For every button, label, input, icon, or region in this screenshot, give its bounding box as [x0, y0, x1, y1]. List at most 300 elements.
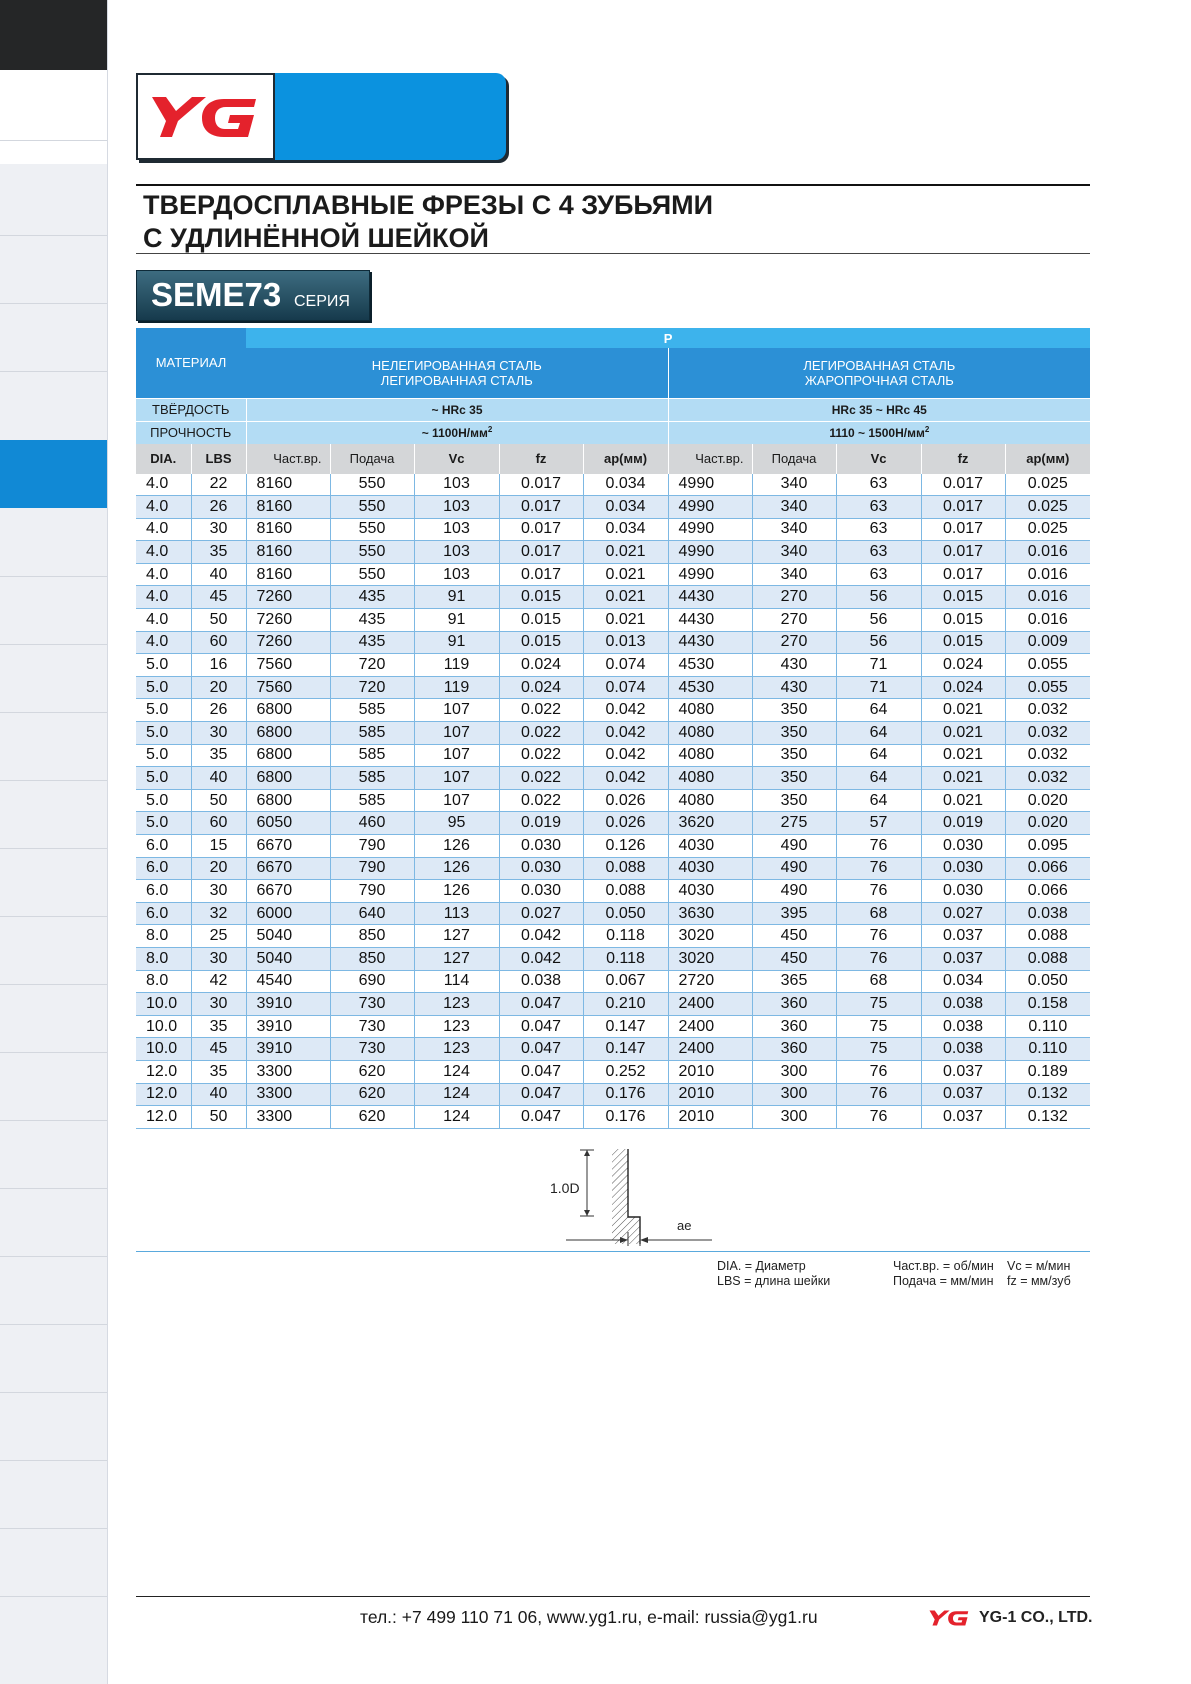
- table-cell: 0.024: [499, 654, 583, 677]
- diagram-depth-label: 1.0D: [550, 1180, 580, 1196]
- table-cell: 56: [836, 609, 921, 632]
- table-cell: 2010: [668, 1083, 752, 1106]
- table-cell: 270: [752, 586, 836, 609]
- table-cell: 10.0: [136, 993, 191, 1016]
- table-cell: 0.021: [583, 609, 668, 632]
- table-cell: 0.015: [921, 631, 1005, 654]
- table-cell: 720: [330, 676, 414, 699]
- table-cell: 300: [752, 1106, 836, 1129]
- table-cell: 50: [191, 609, 246, 632]
- table-cell: 0.015: [499, 586, 583, 609]
- table-cell: 0.034: [583, 474, 668, 496]
- table-cell: 71: [836, 654, 921, 677]
- table-cell: 4430: [668, 631, 752, 654]
- table-cell: 790: [330, 835, 414, 858]
- legend-entry: fz = мм/зуб: [1007, 1274, 1071, 1288]
- table-cell: 730: [330, 1038, 414, 1061]
- table-cell: 850: [330, 947, 414, 970]
- table-cell: 8160: [246, 496, 330, 519]
- table-row: [136, 789, 1090, 812]
- sidebar-active-tab[interactable]: [0, 440, 107, 508]
- table-cell: 720: [330, 654, 414, 677]
- table-row: [136, 496, 1090, 519]
- table-cell: 0.024: [921, 654, 1005, 677]
- table-cell: 640: [330, 902, 414, 925]
- table-cell: 4080: [668, 744, 752, 767]
- table-cell: 5.0: [136, 744, 191, 767]
- table-cell: 730: [330, 993, 414, 1016]
- sidebar-divider: [0, 1392, 107, 1393]
- table-cell: 850: [330, 925, 414, 948]
- table-cell: 4430: [668, 586, 752, 609]
- sidebar-divider: [0, 1188, 107, 1189]
- table-cell: 430: [752, 654, 836, 677]
- cutting-depth-diagram-icon: [540, 1142, 740, 1252]
- table-cell: 0.017: [499, 474, 583, 496]
- table-cell: 71: [836, 676, 921, 699]
- table-cell: 45: [191, 586, 246, 609]
- table-cell: 0.013: [583, 631, 668, 654]
- sidebar-divider: [0, 1528, 107, 1529]
- table-cell: 91: [414, 586, 499, 609]
- table-cell: 0.015: [921, 609, 1005, 632]
- table-cell: 0.038: [921, 1038, 1005, 1061]
- table-cell: 3910: [246, 1015, 330, 1038]
- table-cell: 4.0: [136, 474, 191, 496]
- table-cell: 0.132: [1005, 1083, 1090, 1106]
- table-cell: 12.0: [136, 1060, 191, 1083]
- column-header: Vc: [836, 444, 921, 474]
- table-cell: 76: [836, 880, 921, 903]
- table-cell: 0.021: [921, 699, 1005, 722]
- table-cell: 0.189: [1005, 1060, 1090, 1083]
- table-cell: 490: [752, 857, 836, 880]
- sidebar-divider: [0, 576, 107, 577]
- yg-footer-logo-icon: [928, 1609, 972, 1627]
- table-cell: 0.017: [921, 563, 1005, 586]
- table-cell: 107: [414, 722, 499, 745]
- table-row: [136, 970, 1090, 993]
- table-cell: 0.176: [583, 1106, 668, 1129]
- table-cell: 76: [836, 1083, 921, 1106]
- title-rule: [136, 184, 1090, 186]
- table-cell: 0.027: [499, 902, 583, 925]
- sidebar-divider: [0, 303, 107, 304]
- table-cell: 0.047: [499, 1060, 583, 1083]
- hardness-label: ТВЁРДОСТЬ: [136, 398, 246, 421]
- table-cell: 0.017: [499, 563, 583, 586]
- table-cell: 103: [414, 563, 499, 586]
- table-cell: 30: [191, 993, 246, 1016]
- table-cell: 585: [330, 722, 414, 745]
- legend-entry: LBS = длина шейки: [717, 1274, 831, 1288]
- table-cell: 360: [752, 1015, 836, 1038]
- table-cell: 3910: [246, 1038, 330, 1061]
- table-cell: 0.037: [921, 947, 1005, 970]
- table-cell: 275: [752, 812, 836, 835]
- table-cell: 0.026: [583, 812, 668, 835]
- table-row: [136, 880, 1090, 903]
- table-cell: 0.055: [1005, 676, 1090, 699]
- table-cell: 107: [414, 789, 499, 812]
- table-cell: 68: [836, 970, 921, 993]
- table-cell: 4.0: [136, 609, 191, 632]
- table-row: [136, 857, 1090, 880]
- table-cell: 124: [414, 1060, 499, 1083]
- table-cell: 25: [191, 925, 246, 948]
- table-cell: 435: [330, 631, 414, 654]
- table-cell: 63: [836, 496, 921, 519]
- table-cell: 790: [330, 857, 414, 880]
- table-cell: 0.027: [921, 902, 1005, 925]
- table-cell: 45: [191, 1038, 246, 1061]
- table-cell: 0.022: [499, 699, 583, 722]
- table-cell: 2720: [668, 970, 752, 993]
- table-cell: 340: [752, 518, 836, 541]
- table-cell: 12.0: [136, 1106, 191, 1129]
- material-group-label: P: [246, 328, 1090, 348]
- table-cell: 0.047: [499, 1015, 583, 1038]
- table-cell: 550: [330, 496, 414, 519]
- table-cell: 75: [836, 1038, 921, 1061]
- table-row: [136, 1015, 1090, 1038]
- column-header: ap(мм): [1005, 444, 1090, 474]
- sidebar-divider: [0, 984, 107, 985]
- group1-hardness: ~ HRc 35: [246, 398, 668, 421]
- sidebar-divider: [0, 1256, 107, 1257]
- table-cell: 0.022: [499, 722, 583, 745]
- table-cell: 8160: [246, 563, 330, 586]
- table-cell: 4540: [246, 970, 330, 993]
- table-cell: 490: [752, 835, 836, 858]
- table-cell: 585: [330, 789, 414, 812]
- column-header: fz: [921, 444, 1005, 474]
- table-cell: 0.019: [499, 812, 583, 835]
- table-cell: 0.032: [1005, 722, 1090, 745]
- side-navigation: [0, 0, 108, 1684]
- table-cell: 126: [414, 880, 499, 903]
- strength-label: ПРОЧНОСТЬ: [136, 421, 246, 444]
- table-cell: 0.050: [1005, 970, 1090, 993]
- table-cell: 0.017: [499, 496, 583, 519]
- table-row: [136, 654, 1090, 677]
- title-line: ТВЕРДОСПЛАВНЫЕ ФРЕЗЫ С 4 ЗУБЬЯМИ: [143, 190, 714, 220]
- column-header: Подача: [752, 444, 836, 474]
- table-row: [136, 925, 1090, 948]
- table-cell: 0.038: [499, 970, 583, 993]
- table-cell: 64: [836, 722, 921, 745]
- footer-company: YG-1 CO., LTD.: [979, 1609, 1093, 1626]
- table-cell: 0.032: [1005, 699, 1090, 722]
- table-cell: 8.0: [136, 970, 191, 993]
- table-cell: 3910: [246, 993, 330, 1016]
- table-cell: 0.034: [921, 970, 1005, 993]
- table-cell: 30: [191, 947, 246, 970]
- series-badge: [136, 270, 370, 321]
- table-cell: 0.017: [921, 518, 1005, 541]
- table-cell: 76: [836, 1060, 921, 1083]
- table-cell: 0.088: [1005, 947, 1090, 970]
- material-label: МАТЕРИАЛ: [136, 328, 246, 398]
- table-cell: 0.047: [499, 1083, 583, 1106]
- table-cell: 0.019: [921, 812, 1005, 835]
- table-cell: 5.0: [136, 722, 191, 745]
- group2-hardness: HRc 35 ~ HRc 45: [668, 398, 1090, 421]
- table-cell: 300: [752, 1060, 836, 1083]
- table-cell: 4.0: [136, 586, 191, 609]
- table-cell: 550: [330, 563, 414, 586]
- table-cell: 107: [414, 699, 499, 722]
- table-cell: 0.088: [583, 857, 668, 880]
- table-cell: 0.132: [1005, 1106, 1090, 1129]
- table-cell: 0.126: [583, 835, 668, 858]
- legend-block-cutting: [1007, 1259, 1071, 1289]
- footer-rule: [136, 1596, 1090, 1597]
- brand-banner: [136, 73, 506, 160]
- table-cell: 0.021: [583, 541, 668, 564]
- table-row: [136, 722, 1090, 745]
- table-cell: 103: [414, 541, 499, 564]
- table-cell: 3620: [668, 812, 752, 835]
- table-cell: 0.042: [499, 925, 583, 948]
- table-cell: 0.017: [499, 518, 583, 541]
- table-cell: 0.025: [1005, 496, 1090, 519]
- table-cell: 64: [836, 767, 921, 790]
- table-cell: 450: [752, 925, 836, 948]
- sidebar-divider: [0, 1596, 107, 1597]
- table-cell: 0.066: [1005, 880, 1090, 903]
- table-cell: 8160: [246, 541, 330, 564]
- table-row: [136, 541, 1090, 564]
- table-cell: 4080: [668, 789, 752, 812]
- table-cell: 3630: [668, 902, 752, 925]
- table-cell: 124: [414, 1083, 499, 1106]
- table-cell: 50: [191, 789, 246, 812]
- sidebar-divider: [0, 848, 107, 849]
- material-group2-line: ЖАРОПРОЧНАЯ СТАЛЬ: [804, 372, 954, 388]
- table-row: [136, 812, 1090, 835]
- table-cell: 0.050: [583, 902, 668, 925]
- table-cell: 6800: [246, 699, 330, 722]
- table-cell: 0.022: [499, 744, 583, 767]
- table-cell: 0.021: [583, 586, 668, 609]
- table-cell: 26: [191, 699, 246, 722]
- table-cell: 0.147: [583, 1015, 668, 1038]
- table-cell: 0.015: [499, 631, 583, 654]
- table-cell: 3300: [246, 1060, 330, 1083]
- table-cell: 8160: [246, 474, 330, 496]
- table-cell: 6800: [246, 744, 330, 767]
- table-cell: 6.0: [136, 835, 191, 858]
- table-cell: 64: [836, 789, 921, 812]
- table-cell: 0.110: [1005, 1038, 1090, 1061]
- table-cell: 0.030: [921, 880, 1005, 903]
- sidebar-divider: [0, 712, 107, 713]
- table-cell: 0.021: [921, 767, 1005, 790]
- table-cell: 64: [836, 699, 921, 722]
- table-row: [136, 474, 1090, 496]
- table-cell: 16: [191, 654, 246, 677]
- table-cell: 4990: [668, 474, 752, 496]
- table-cell: 0.074: [583, 654, 668, 677]
- table-row: [136, 563, 1090, 586]
- table-cell: 360: [752, 1038, 836, 1061]
- table-cell: 56: [836, 631, 921, 654]
- sidebar-header-block: [0, 0, 107, 70]
- table-cell: 60: [191, 812, 246, 835]
- table-cell: 0.024: [921, 676, 1005, 699]
- table-cell: 0.118: [583, 947, 668, 970]
- table-cell: 365: [752, 970, 836, 993]
- table-cell: 107: [414, 767, 499, 790]
- sidebar-divider: [0, 644, 107, 645]
- sidebar-divider: [0, 916, 107, 917]
- table-row: [136, 1083, 1090, 1106]
- table-cell: 0.030: [921, 857, 1005, 880]
- table-cell: 0.038: [921, 1015, 1005, 1038]
- table-row: [136, 676, 1090, 699]
- table-row: [136, 1038, 1090, 1061]
- table-cell: 6.0: [136, 880, 191, 903]
- material-group2: [668, 348, 1090, 398]
- table-cell: 40: [191, 563, 246, 586]
- table-cell: 10.0: [136, 1038, 191, 1061]
- table-cell: 35: [191, 541, 246, 564]
- table-cell: 690: [330, 970, 414, 993]
- table-cell: 4080: [668, 699, 752, 722]
- table-cell: 123: [414, 993, 499, 1016]
- table-cell: 5.0: [136, 767, 191, 790]
- table-cell: 340: [752, 474, 836, 496]
- sidebar-blank-block: [0, 70, 107, 164]
- table-cell: 270: [752, 609, 836, 632]
- table-cell: 585: [330, 767, 414, 790]
- legend-entry: DIA. = Диаметр: [717, 1259, 806, 1273]
- table-cell: 15: [191, 835, 246, 858]
- material-group1-line: ЛЕГИРОВАННАЯ СТАЛЬ: [380, 372, 533, 388]
- table-cell: 20: [191, 676, 246, 699]
- legend-entry: Vc = м/мин: [1007, 1259, 1071, 1273]
- table-cell: 75: [836, 1015, 921, 1038]
- table-cell: 76: [836, 835, 921, 858]
- table-cell: 0.047: [499, 1106, 583, 1129]
- table-cell: 0.047: [499, 1038, 583, 1061]
- table-cell: 75: [836, 993, 921, 1016]
- table-cell: 270: [752, 631, 836, 654]
- table-cell: 5.0: [136, 812, 191, 835]
- table-cell: 0.037: [921, 925, 1005, 948]
- group2-strength: [668, 421, 1090, 444]
- table-cell: 395: [752, 902, 836, 925]
- table-cell: 0.042: [583, 722, 668, 745]
- table-cell: 0.015: [499, 609, 583, 632]
- table-cell: 0.016: [1005, 609, 1090, 632]
- table-cell: 57: [836, 812, 921, 835]
- column-header: ap(мм): [583, 444, 668, 474]
- table-cell: 0.042: [583, 767, 668, 790]
- column-header: Vc: [414, 444, 499, 474]
- table-cell: 550: [330, 474, 414, 496]
- table-cell: 2400: [668, 993, 752, 1016]
- table-cell: 0.015: [921, 586, 1005, 609]
- table-cell: 4.0: [136, 563, 191, 586]
- table-row: [136, 609, 1090, 632]
- table-row: [136, 835, 1090, 858]
- table-cell: 7260: [246, 631, 330, 654]
- table-cell: 35: [191, 1015, 246, 1038]
- table-cell: 300: [752, 1083, 836, 1106]
- sidebar-divider: [0, 1052, 107, 1053]
- table-cell: 340: [752, 541, 836, 564]
- yg-logo-icon: [148, 93, 266, 141]
- table-cell: 30: [191, 880, 246, 903]
- table-cell: 0.017: [921, 541, 1005, 564]
- table-cell: 0.017: [921, 496, 1005, 519]
- table-cell: 0.055: [1005, 654, 1090, 677]
- sidebar-divider: [0, 1120, 107, 1121]
- table-cell: 730: [330, 1015, 414, 1038]
- table-cell: 119: [414, 676, 499, 699]
- table-cell: 64: [836, 744, 921, 767]
- table-cell: 6.0: [136, 902, 191, 925]
- cutting-data-table: [136, 328, 1090, 1129]
- table-cell: 4990: [668, 563, 752, 586]
- table-cell: 3300: [246, 1083, 330, 1106]
- table-cell: 620: [330, 1060, 414, 1083]
- table-cell: 450: [752, 947, 836, 970]
- table-cell: 4530: [668, 676, 752, 699]
- table-cell: 127: [414, 925, 499, 948]
- table-cell: 0.017: [921, 474, 1005, 496]
- table-cell: 113: [414, 902, 499, 925]
- table-cell: 0.042: [499, 947, 583, 970]
- table-row: [136, 518, 1090, 541]
- table-cell: 0.021: [583, 563, 668, 586]
- table-cell: 0.030: [499, 857, 583, 880]
- table-row: [136, 586, 1090, 609]
- table-cell: 4030: [668, 835, 752, 858]
- table-cell: 7560: [246, 654, 330, 677]
- table-row: [136, 744, 1090, 767]
- table-cell: 350: [752, 789, 836, 812]
- table-cell: 35: [191, 1060, 246, 1083]
- table-cell: 0.034: [583, 518, 668, 541]
- table-cell: 0.016: [1005, 541, 1090, 564]
- table-cell: 127: [414, 947, 499, 970]
- sidebar-divider: [0, 140, 107, 141]
- table-cell: 430: [752, 676, 836, 699]
- table-cell: 91: [414, 631, 499, 654]
- table-cell: 0.030: [499, 880, 583, 903]
- table-cell: 63: [836, 474, 921, 496]
- table-cell: 68: [836, 902, 921, 925]
- table-cell: 550: [330, 541, 414, 564]
- table-cell: 123: [414, 1038, 499, 1061]
- table-cell: 0.021: [921, 722, 1005, 745]
- table-row: [136, 902, 1090, 925]
- table-cell: 2400: [668, 1015, 752, 1038]
- material-group1-line: НЕЛЕГИРОВАННАЯ СТАЛЬ: [371, 357, 542, 373]
- legend-block-units: [893, 1259, 994, 1289]
- table-cell: 490: [752, 880, 836, 903]
- table-cell: 30: [191, 722, 246, 745]
- table-row: [136, 699, 1090, 722]
- table-cell: 350: [752, 699, 836, 722]
- table-cell: 0.158: [1005, 993, 1090, 1016]
- table-cell: 50: [191, 1106, 246, 1129]
- footer-contact: тел.: +7 499 110 71 06, www.yg1.ru, e-mail: russia@yg1.ru: [360, 1607, 818, 1627]
- table-cell: 32: [191, 902, 246, 925]
